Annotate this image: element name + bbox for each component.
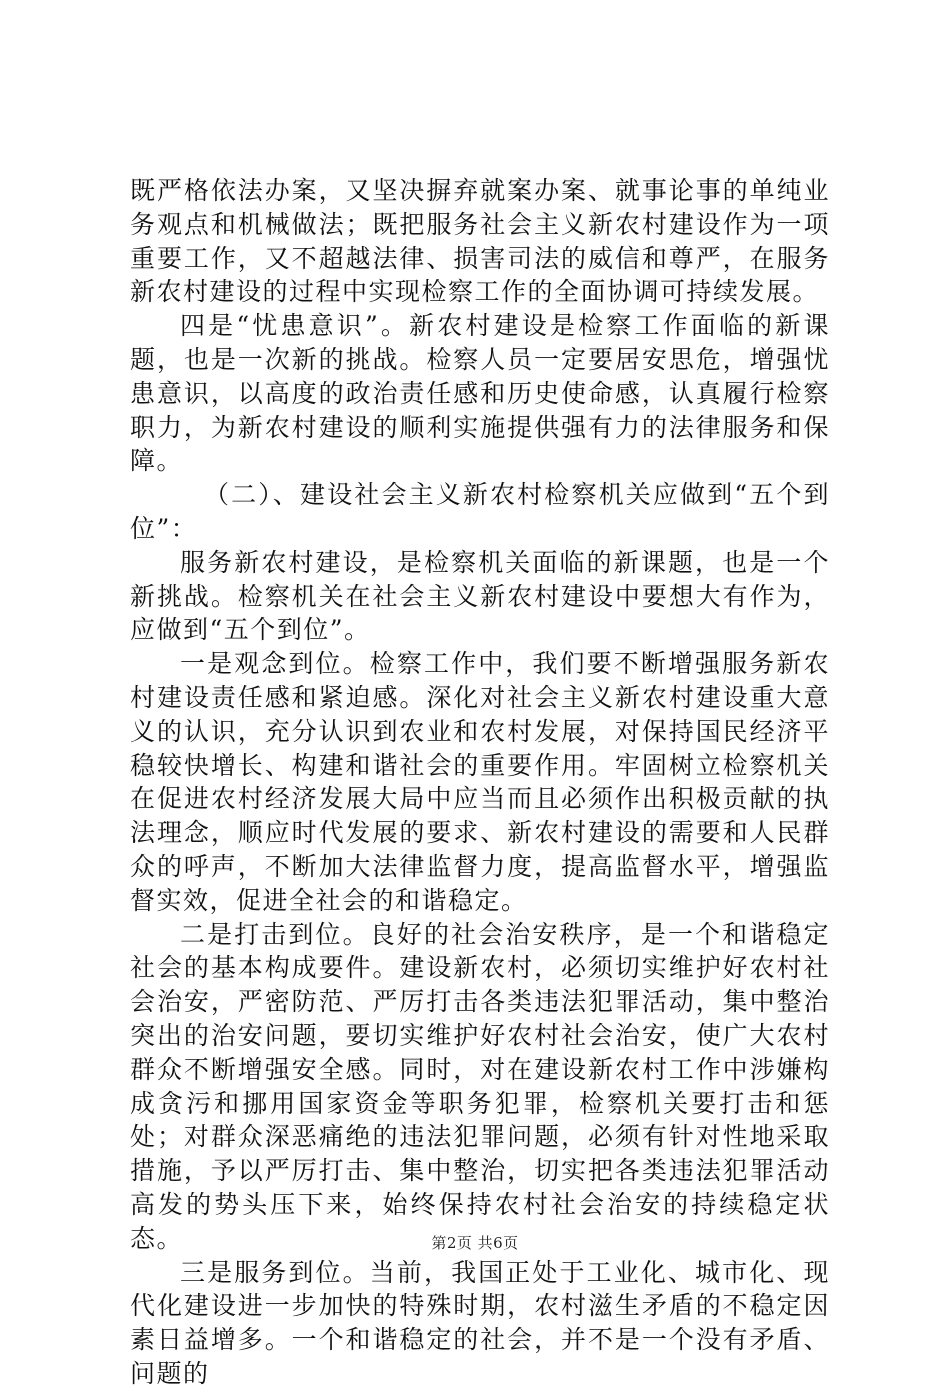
document-body [130,174,830,1391]
page-number-footer: 第2页 共6页 [431,1234,519,1252]
paragraph-item-4-anxiety: 四是“忧患意识”。新农村建设是检察工作面临的新课题，也是一次新的挑战。检察人员一定要居安思危，增强忧患意识，以高度的政治责任感和历史使命感，认真履行检察职力，为新农村建设的顺利实施提供强有力的法律服务和保障。 [130,311,830,476]
paragraph-continuation: 既严格依法办案，又坚决摒弃就案办案、就事论事的单纯业务观点和机械做法；既把服务社会主义新农村建设作为一项重要工作，又不超越法律、损害司法的威信和尊严，在服务新农村建设的过程中实现检察工作的全面协调可持续发展。 [130,176,830,307]
paragraph-point-3-service: 三是服务到位。当前，我国正处于工业化、城市化、现代化建设进一步加快的特殊时期，农村滋生矛盾的不稳定因素日益增多。一个和谐稳定的社会，并不是一个没有矛盾、问题的 [130,1257,830,1388]
paragraph-intro: 服务新农村建设，是检察机关面临的新课题，也是一个新挑战。检察机关在社会主义新农村建设中要想大有作为，应做到“五个到位”。 [130,547,830,645]
section-heading-five-in-place: （二）、建设社会主义新农村检察机关应做到“五个到位”： [130,480,830,543]
paragraph-point-1-concept: 一是观念到位。检察工作中，我们要不断增强服务新农村建设责任感和紧迫感。深化对社会主义新农村建设重大意义的认识，充分认识到农业和农村发展，对保持国民经济平稳较快增长、构建和谐社会的重要作用。牢固树立检察机关在促进农村经济发展大局中应当而且必须作出积极贡献的执法理念，顺应时代发展的要求、新农村建设的需要和人民群众的呼声，不断加大法律监督力度，提高监督水平，增强监督实效，促进全社会的和谐稳定。 [130,649,830,915]
paragraph-point-2-crackdown: 二是打击到位。良好的社会治安秩序，是一个和谐稳定社会的基本构成要件。建设新农村，必须切实维护好农村社会治安，严密防范、严厉打击各类违法犯罪活动，集中整治突出的治安问题，要切实维护好农村社会治安，使广大农村群众不断增强安全感。同时，对在建设新农村工作中涉嫌构成贪污和挪用国家资金等职务犯罪，检察机关要打击和惩处；对群众深恶痛绝的违法犯罪问题，必须有针对性地采取措施，予以严厉打击、集中整治，切实把各类违法犯罪活动高发的势头压下来，始终保持农村社会治安的持续稳定状态。 [130,919,830,1253]
